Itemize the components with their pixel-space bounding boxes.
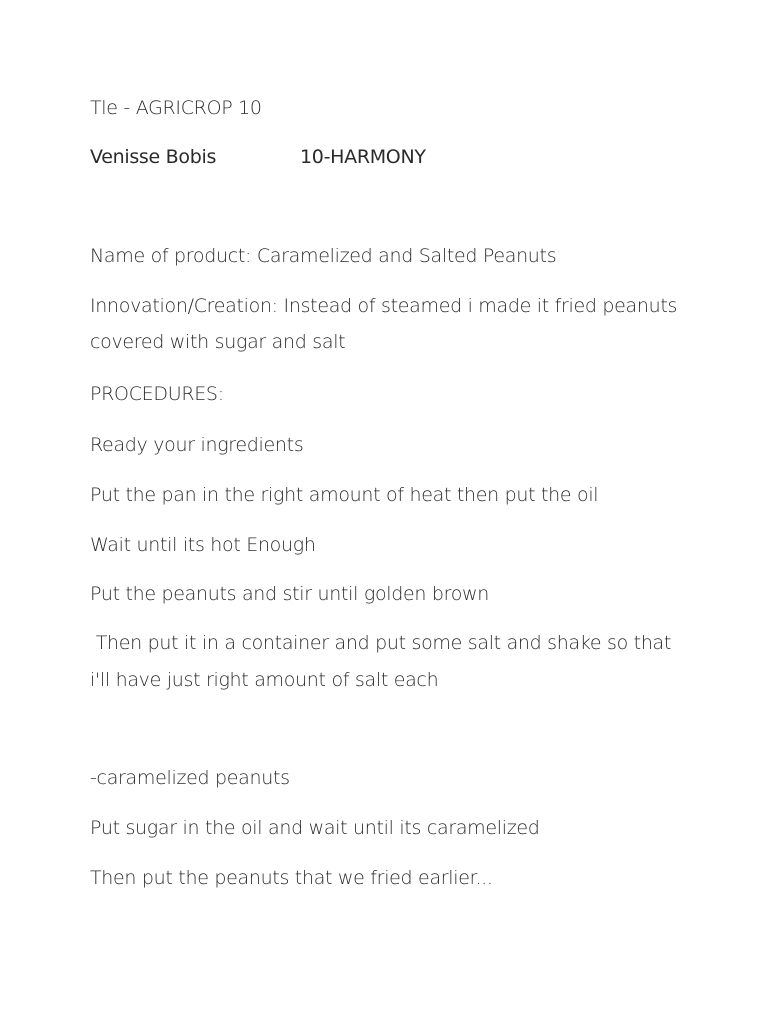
student-name: Venisse Bobis [90, 146, 217, 168]
innovation-line-1: Innovation/Creation: Instead of steamed i made it fried peanuts [90, 295, 678, 317]
procedures-heading: PROCEDURES: [90, 383, 224, 405]
innovation-line-2: covered with sugar and salt [90, 331, 346, 353]
procedure-step-continued: i'll have just right amount of salt each [90, 669, 439, 691]
caramel-step: Put sugar in the oil and wait until its caramelized [90, 817, 540, 839]
student-info-row [90, 139, 690, 175]
subject-title: Tle - AGRICROP 10 [90, 97, 262, 119]
procedure-step: Wait until its hot Enough [90, 534, 316, 556]
procedure-step: Then put it in a container and put some salt and shake so that [90, 632, 672, 654]
class-section: 10-HARMONY [300, 146, 426, 168]
caramel-step: Then put the peanuts that we fried earlier... [90, 867, 493, 889]
product-name: Name of product: Caramelized and Salted Peanuts [90, 245, 557, 267]
procedure-step: Put the peanuts and stir until golden brown [90, 583, 490, 605]
caramelized-heading: -caramelized peanuts [90, 767, 290, 789]
procedure-step: Ready your ingredients [90, 434, 304, 456]
procedure-step: Put the pan in the right amount of heat then put the oil [90, 484, 599, 506]
